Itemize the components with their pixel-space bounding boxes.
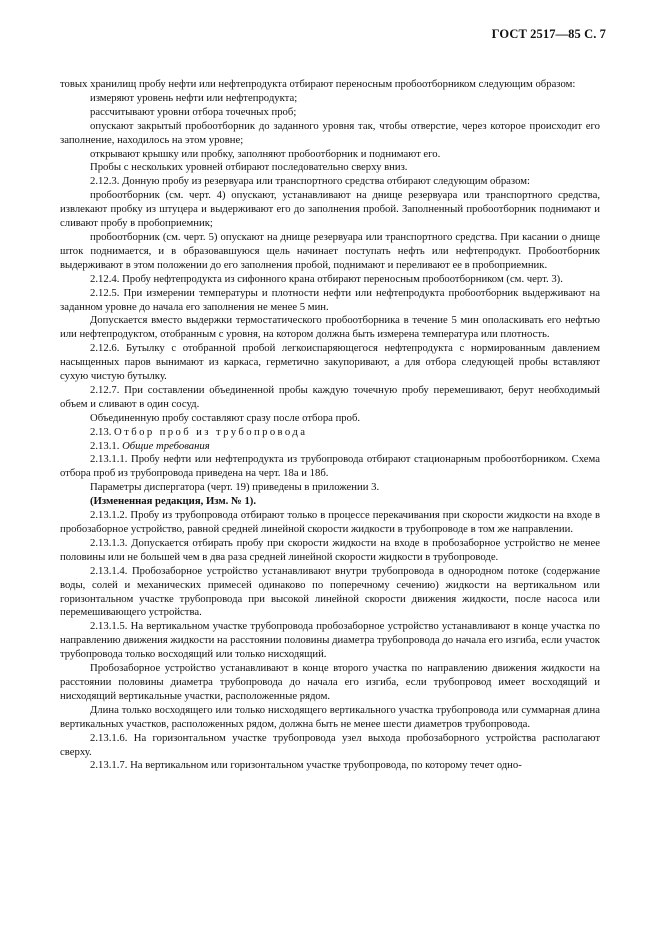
clause-2-12-7: 2.12.7. При составлении объединенной пробы каждую точечную пробу перемешивают, берут необходимый объем и сливают в один сосуд. xyxy=(60,383,600,410)
subsection-heading-2-13-1 xyxy=(60,440,600,454)
subsection-title: Общие требования xyxy=(122,439,210,452)
list-item: пробоотборник (см. черт. 5) опускают на днище резервуара или транспортного средства. При касании о днище шток поднимается, и в образовавшуюся щель начинает поступать нефть или нефтепродукт. Пробоотборник выдерживают в этом положении до его заполнения пробой, поднимают и переливают ее в пробоприемник. xyxy=(60,230,600,271)
amendment-note: (Измененная редакция, Изм. № 1). xyxy=(90,495,257,508)
clause-2-13-1-4: 2.13.1.4. Пробозаборное устройство устанавливают внутри трубопровода в однородном потоке (содержание воды, солей и механических примесей одинаково по поперечному сечению) жидкости на вертикальном или горизонтальном участке трубопровода при высокой линейной скорости движения жидкости, после насоса или перемешивающего устройства. xyxy=(60,564,600,619)
page-header: ГОСТ 2517—85 С. 7 xyxy=(491,27,606,41)
list-item: опускают закрытый пробоотборник до заданного уровня так, чтобы отверстие, через которое происходит его заполнение, находилось на этом уровне; xyxy=(60,119,600,146)
section-title: Отбор проб из трубопровода xyxy=(114,425,308,438)
clause-2-13-1-7: 2.13.1.7. На вертикальном или горизонтальном участке трубопровода, по которому течет одно- xyxy=(90,759,522,772)
clause-2-12-6: 2.12.6. Бутылку с отобранной пробой легкоиспаряющегося нефтепродукта с нормированным давлением насыщенных паров вынимают из каркаса, герметично закупоривают, а для отбора следующей пробы вставляют сухую чистую бутылку. xyxy=(60,342,600,383)
list-item: измеряют уровень нефти или нефтепродукта; xyxy=(90,91,298,104)
clause-2-13-1-1: 2.13.1.1. Пробу нефти или нефтепродукта из трубопровода отбирают стационарным пробоотборником. Схема отбора проб из трубопровода приведена на черт. 18а и 18б. xyxy=(60,453,600,480)
document-body xyxy=(60,78,600,773)
section-heading-2-13 xyxy=(60,426,600,440)
clause-2-13-1-2: 2.13.1.2. Пробу из трубопровода отбирают только в процессе перекачивания при скорости жидкости на входе в пробозаборное устройство, равной средней линейной скорости жидкости в трубопроводе в том же направлении. xyxy=(60,509,600,535)
clause-2-13-1-3: 2.13.1.3. Допускается отбирать пробу при скорости жидкости на входе в пробозаборное устройство не менее половины или не большей чем в два раза средней линейной скорости жидкости в трубопроводе. xyxy=(60,536,600,563)
clause-2-12-3: 2.12.3. Донную пробу из резервуара или транспортного средства отбирают следующим образом: xyxy=(90,175,530,188)
list-item: пробоотборник (см. черт. 4) опускают, устанавливают на днище резервуара или транспортного средства, извлекают пробку из штуцера и выдерживают его до заполнения пробой. Заполненный пробоотборник поднимают и сливают пробу в пробоприемник; xyxy=(60,189,600,230)
clause-2-12-4: 2.12.4. Пробу нефтепродукта из сифонного крана отбирают переносным пробоотборником (см. черт. 3). xyxy=(90,272,563,285)
clause-2-13-1-6: 2.13.1.6. На горизонтальном участке трубопровода узел выхода пробозаборного устройства располагают сверху. xyxy=(60,731,600,758)
list-item: рассчитывают уровни отбора точечных проб; xyxy=(90,105,297,118)
paragraph: Допускается вместо выдержки термостатического пробоотборника в течение 5 мин ополаскивать его нефтью или нефтепродуктом, отобранным с уровня, на котором должна быть измерена температура или плотность. xyxy=(60,314,600,341)
subsection-number: 2.13.1. xyxy=(90,439,120,452)
paragraph: товых хранилищ пробу нефти или нефтепродукта отбирают переносным пробоотборником следующим образом: xyxy=(60,78,576,90)
paragraph: Длина только восходящего или только нисходящего вертикального участка трубопровода или суммарная длина вертикальных участков, расположенных рядом, должна быть не менее шести диаметров трубопровода. xyxy=(60,703,600,730)
paragraph: Пробозаборное устройство устанавливают в конце второго участка по направлению движения жидкости на расстоянии половины диаметра трубопровода до начала его изгиба, если трубопровод имеет восходящий и нисходящий вертикальные участки, расположенные рядом. xyxy=(60,662,600,702)
section-number: 2.13. xyxy=(90,425,112,438)
paragraph: Объединенную пробу составляют сразу после отбора проб. xyxy=(90,411,361,424)
paragraph: Пробы с нескольких уровней отбирают последовательно сверху вниз. xyxy=(90,161,408,174)
clause-2-12-5: 2.12.5. При измерении температуры и плотности нефти или нефтепродукта пробоотборник выдерживают на заданном уровне до начала его заполнения не менее 5 мин. xyxy=(60,286,600,313)
list-item: открывают крышку или пробку, заполняют пробоотборник и поднимают его. xyxy=(90,147,441,160)
clause-2-13-1-5: 2.13.1.5. На вертикальном участке трубопровода пробозаборное устройство устанавливают в конце участка по направлению движения жидкости на расстоянии половины диаметра трубопровода до начала его изгиба, если участок трубопровода только восходящий или только нисходящий. xyxy=(60,620,600,661)
paragraph: Параметры диспергатора (черт. 19) приведены в приложении 3. xyxy=(90,481,380,494)
